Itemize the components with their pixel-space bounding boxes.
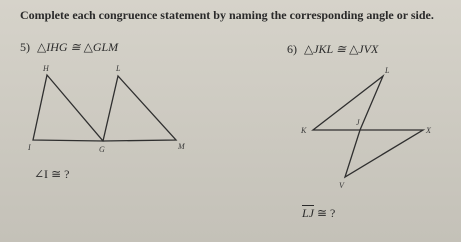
point-label-k: K	[301, 126, 307, 135]
point-label-l: L	[385, 66, 390, 75]
triangle-jvx	[345, 130, 423, 177]
problem-6-congruence: △JKL ≅ △JVX	[304, 42, 379, 56]
problem-6-question-suffix: ≅ ?	[314, 206, 336, 220]
point-label-m: M	[178, 142, 185, 151]
point-label-g: G	[99, 145, 105, 154]
problem-5-question-suffix: ≅ ?	[48, 167, 70, 181]
instructions-heading: Complete each congruence statement by naming the corresponding angle or side.	[20, 8, 434, 22]
angle-i-label: ∠I	[34, 167, 49, 181]
point-label-x: X	[426, 126, 431, 135]
point-label-h: H	[43, 64, 49, 73]
problem-5-number: 5)	[20, 40, 30, 54]
point-label-v: V	[339, 181, 344, 190]
point-label-l: L	[116, 64, 121, 73]
problem-6-question	[302, 206, 335, 221]
segment-lj-label: $\overline{LJ}$	[302, 206, 314, 220]
point-label-i: I	[28, 143, 31, 152]
problem-5-congruence: △IHG ≅ △GLM	[37, 40, 119, 54]
triangle-jkl	[313, 76, 383, 130]
problem-6-number: 6)	[287, 42, 297, 56]
point-label-j: J	[356, 118, 360, 127]
